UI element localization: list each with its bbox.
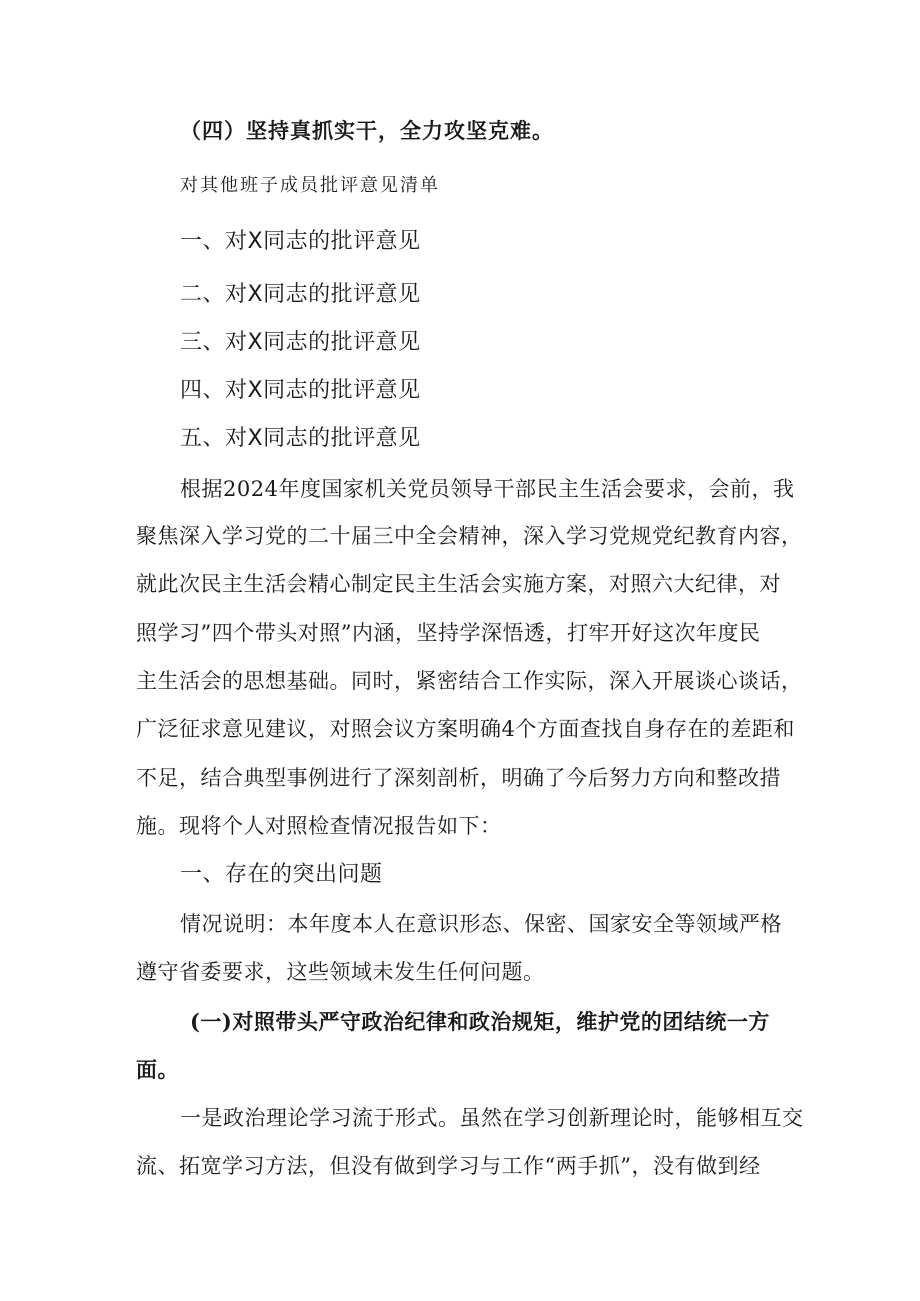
intro-line: 不足，结合典型事例进行了深刻剖析，明确了今后努力方向和整改措 [136, 766, 781, 790]
critique-item: 四、对X同志的批评意见 [180, 378, 421, 403]
intro-line: 主生活会的思想基础。同时，紧密结合工作实际，深入开展谈心谈话， [136, 669, 803, 693]
point-one-line: 流、拓宽学习方法，但没有做到学习与工作“两手抓”，没有做到经 [136, 1154, 761, 1178]
critique-list-title: 对其他班子成员批评意见清单 [180, 175, 440, 196]
intro-line: 广泛征求意见建议，对照会议方案明确4个方面查找自身存在的差距和 [136, 717, 795, 741]
critique-item: 一、对X同志的批评意见 [180, 229, 421, 254]
intro-line: 就此次民主生活会精心制定民主生活会实施方案，对照六大纪律，对 [136, 572, 781, 596]
critique-item: 二、对X同志的批评意见 [180, 282, 421, 307]
critique-item: 三、对X同志的批评意见 [180, 330, 421, 355]
sub-heading-line: 面。 [136, 1057, 179, 1082]
sub-heading-line: (一)对照带头严守政治纪律和政治规矩，维护党的团结统一方 [190, 1009, 770, 1034]
point-one-line: 一是政治理论学习流于形式。虽然在学习创新理论时，能够相互交 [180, 1106, 804, 1130]
situation-line: 遵守省委要求，这些领域未发生任何问题。 [136, 960, 545, 984]
intro-line: 根据2024年度国家机关党员领导干部民主生活会要求，会前，我 [180, 477, 795, 501]
situation-line: 情况说明：本年度本人在意识形态、保密、国家安全等领域严格 [180, 912, 782, 936]
critique-item: 五、对X同志的批评意见 [180, 426, 421, 451]
problems-heading: 一、存在的突出问题 [180, 862, 383, 887]
intro-line: 施。现将个人对照检查情况报告如下： [136, 814, 502, 838]
section-four-heading: （四）坚持真抓实干，全力攻坚克难。 [180, 118, 554, 143]
intro-line: 聚焦深入学习党的二十届三中全会精神，深入学习党规党纪教育内容， [136, 524, 803, 548]
intro-line: 照学习”四个带头对照”内涵，坚持学深悟透，打牢开好这次年度民 [136, 621, 761, 645]
